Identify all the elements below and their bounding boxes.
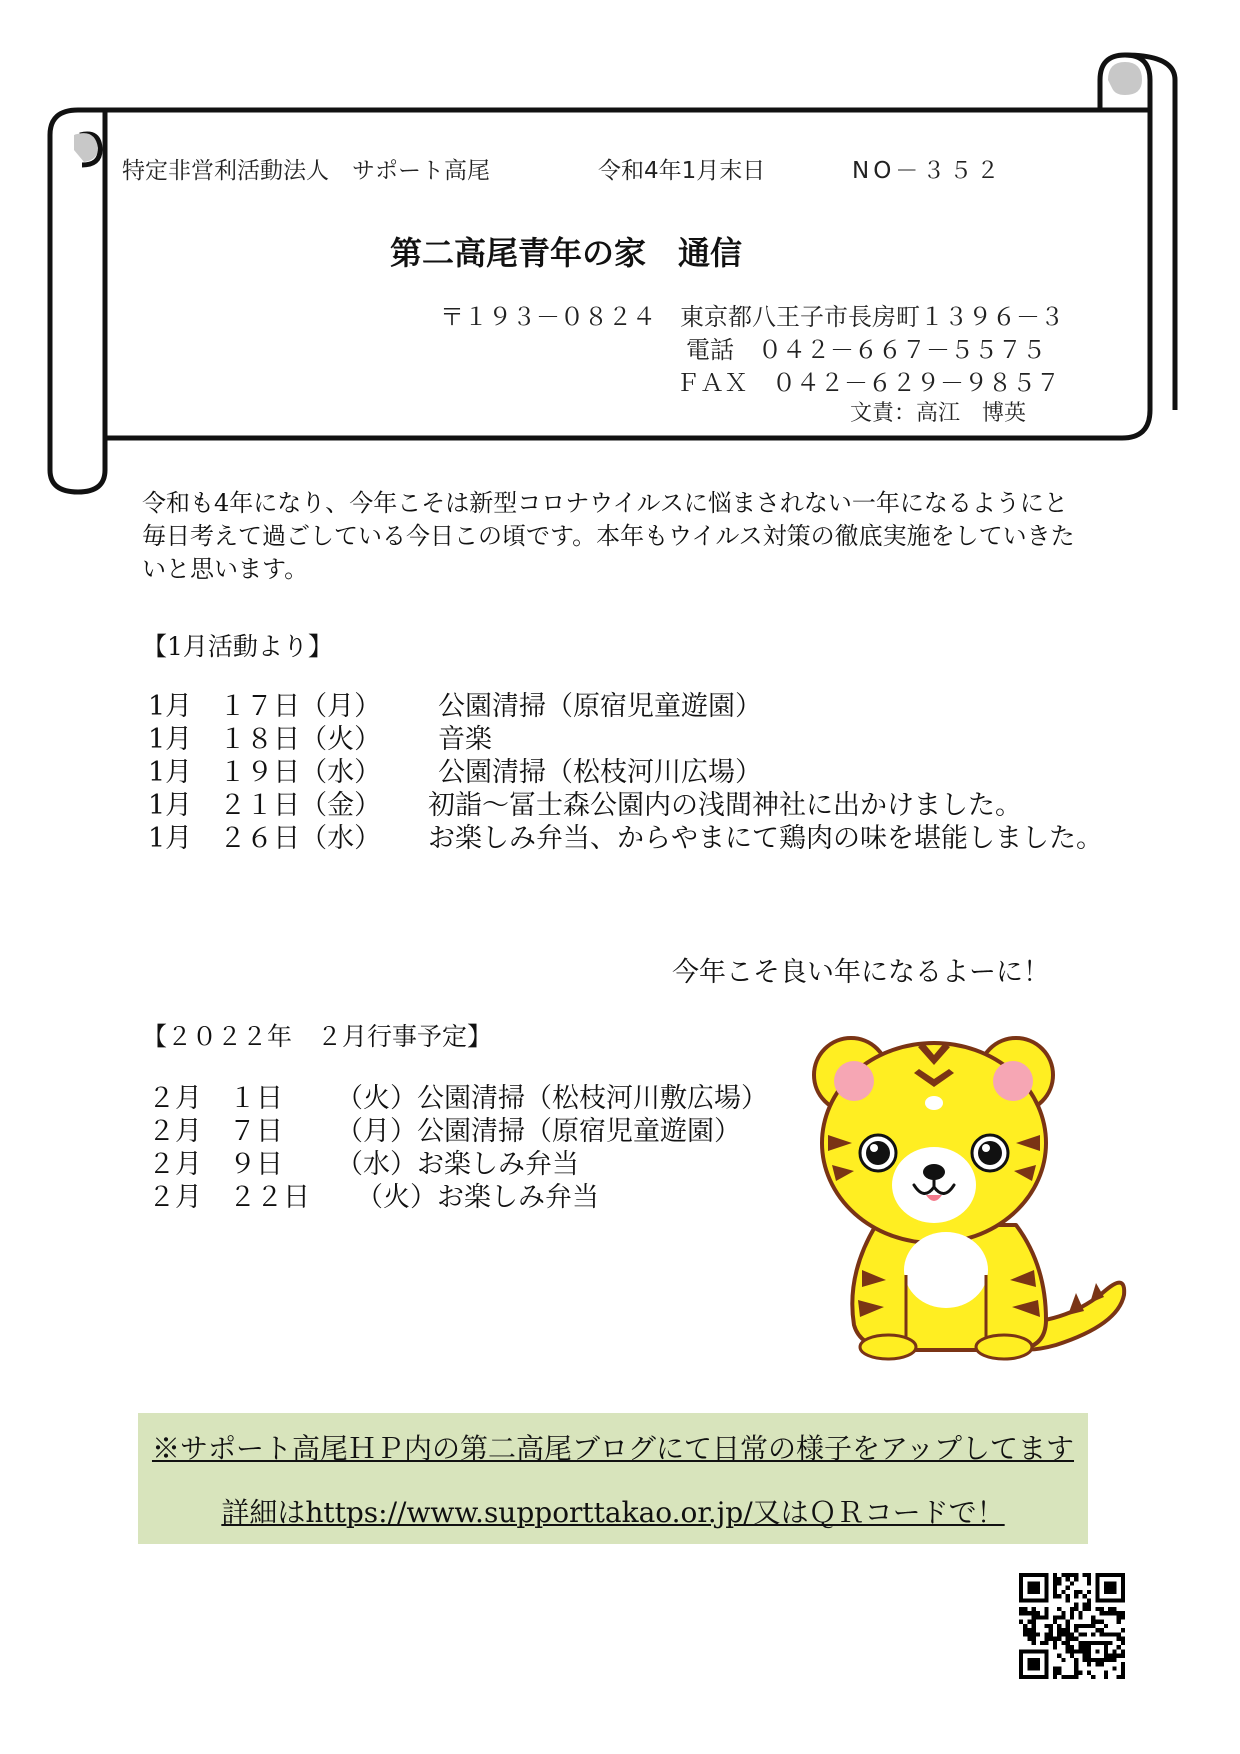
event-text: （月）公園清掃（原宿児童遊園） (336, 1116, 741, 1147)
list-item (148, 1082, 768, 1115)
event-date: 1月 １７日（月） (148, 691, 382, 722)
event-text: （水）お楽しみ弁当 (336, 1149, 579, 1180)
intro-line: 令和も4年になり、今年こそは新型コロナウイルスに悩まされない一年になるようにと (142, 489, 1068, 517)
blog-banner (138, 1413, 1088, 1544)
event-date: 1月 １９日（水） (148, 757, 382, 788)
blog-notice: ※サポート高尾ＨＰ内の第二高尾ブログにて日常の様子をアップしてます (151, 1432, 1075, 1465)
february-heading: 【２０２２年 ２月行事予定】 (142, 1022, 493, 1051)
intro-line: 毎日考えて過ごしている今日この頃です。本年もウイルス対策の徹底実施をしていきた (142, 522, 1075, 550)
event-text: 公園清掃（原宿児童遊園） (438, 691, 762, 722)
newsletter-title: 第二高尾青年の家 通信 (390, 234, 743, 272)
event-date: 1月 １８日（火） (148, 724, 382, 755)
january-heading: 【1月活動より】 (142, 632, 333, 661)
event-text: 初詣～冨士森公園内の浅間神社に出かけました。 (428, 790, 1022, 821)
event-text: お楽しみ弁当、からやまにて鶏肉の味を堪能しました。 (428, 823, 1103, 854)
issue-number: NO－３５２ (852, 158, 1004, 184)
list-item (148, 1148, 768, 1181)
february-list (148, 1082, 768, 1214)
greeting: 今年こそ良い年になるよーに！ (672, 957, 1050, 988)
list-item (148, 723, 1103, 756)
event-date: 1月 ２１日（金） (148, 790, 382, 821)
event-text: 音楽 (438, 724, 492, 755)
website-link[interactable]: 詳細はhttps://www.supporttakao.or.jp/又はＱＲコードで！ (221, 1496, 1005, 1529)
event-date: ２月 ２２日 (148, 1182, 310, 1213)
event-date: ２月 ９日 (148, 1149, 283, 1180)
organization-name: 特定非営利活動法人 サポート高尾 (122, 158, 490, 184)
intro-line: いと思います。 (142, 555, 309, 583)
intro-paragraph (142, 487, 1142, 586)
fax: ＦＡＸ ０４２－６２９－９８５７ (676, 369, 1060, 397)
event-text: （火）お楽しみ弁当 (356, 1182, 599, 1213)
qr-code[interactable] (1019, 1573, 1125, 1679)
issue-date: 令和4年1月末日 (598, 158, 766, 184)
list-item (148, 822, 1103, 855)
event-date: ２月 ７日 (148, 1116, 283, 1147)
list-item (148, 1115, 768, 1148)
tiger-illustration (806, 1025, 1136, 1370)
address: 〒１９３－０８２４ 東京都八王子市長房町１３９６－３ (440, 303, 1064, 331)
list-item (148, 789, 1103, 822)
event-date: 1月 ２６日（水） (148, 823, 382, 854)
event-text: 公園清掃（松枝河川広場） (438, 757, 762, 788)
list-item (148, 756, 1103, 789)
event-text: （火）公園清掃（松枝河川敷広場） (336, 1083, 768, 1114)
event-date: ２月 １日 (148, 1083, 283, 1114)
phone: 電話 ０４２－６６７－５５７５ (686, 336, 1046, 364)
author: 文責：高江 博英 (850, 401, 1027, 426)
list-item (148, 690, 1103, 723)
list-item (148, 1181, 768, 1214)
january-list (148, 690, 1103, 855)
